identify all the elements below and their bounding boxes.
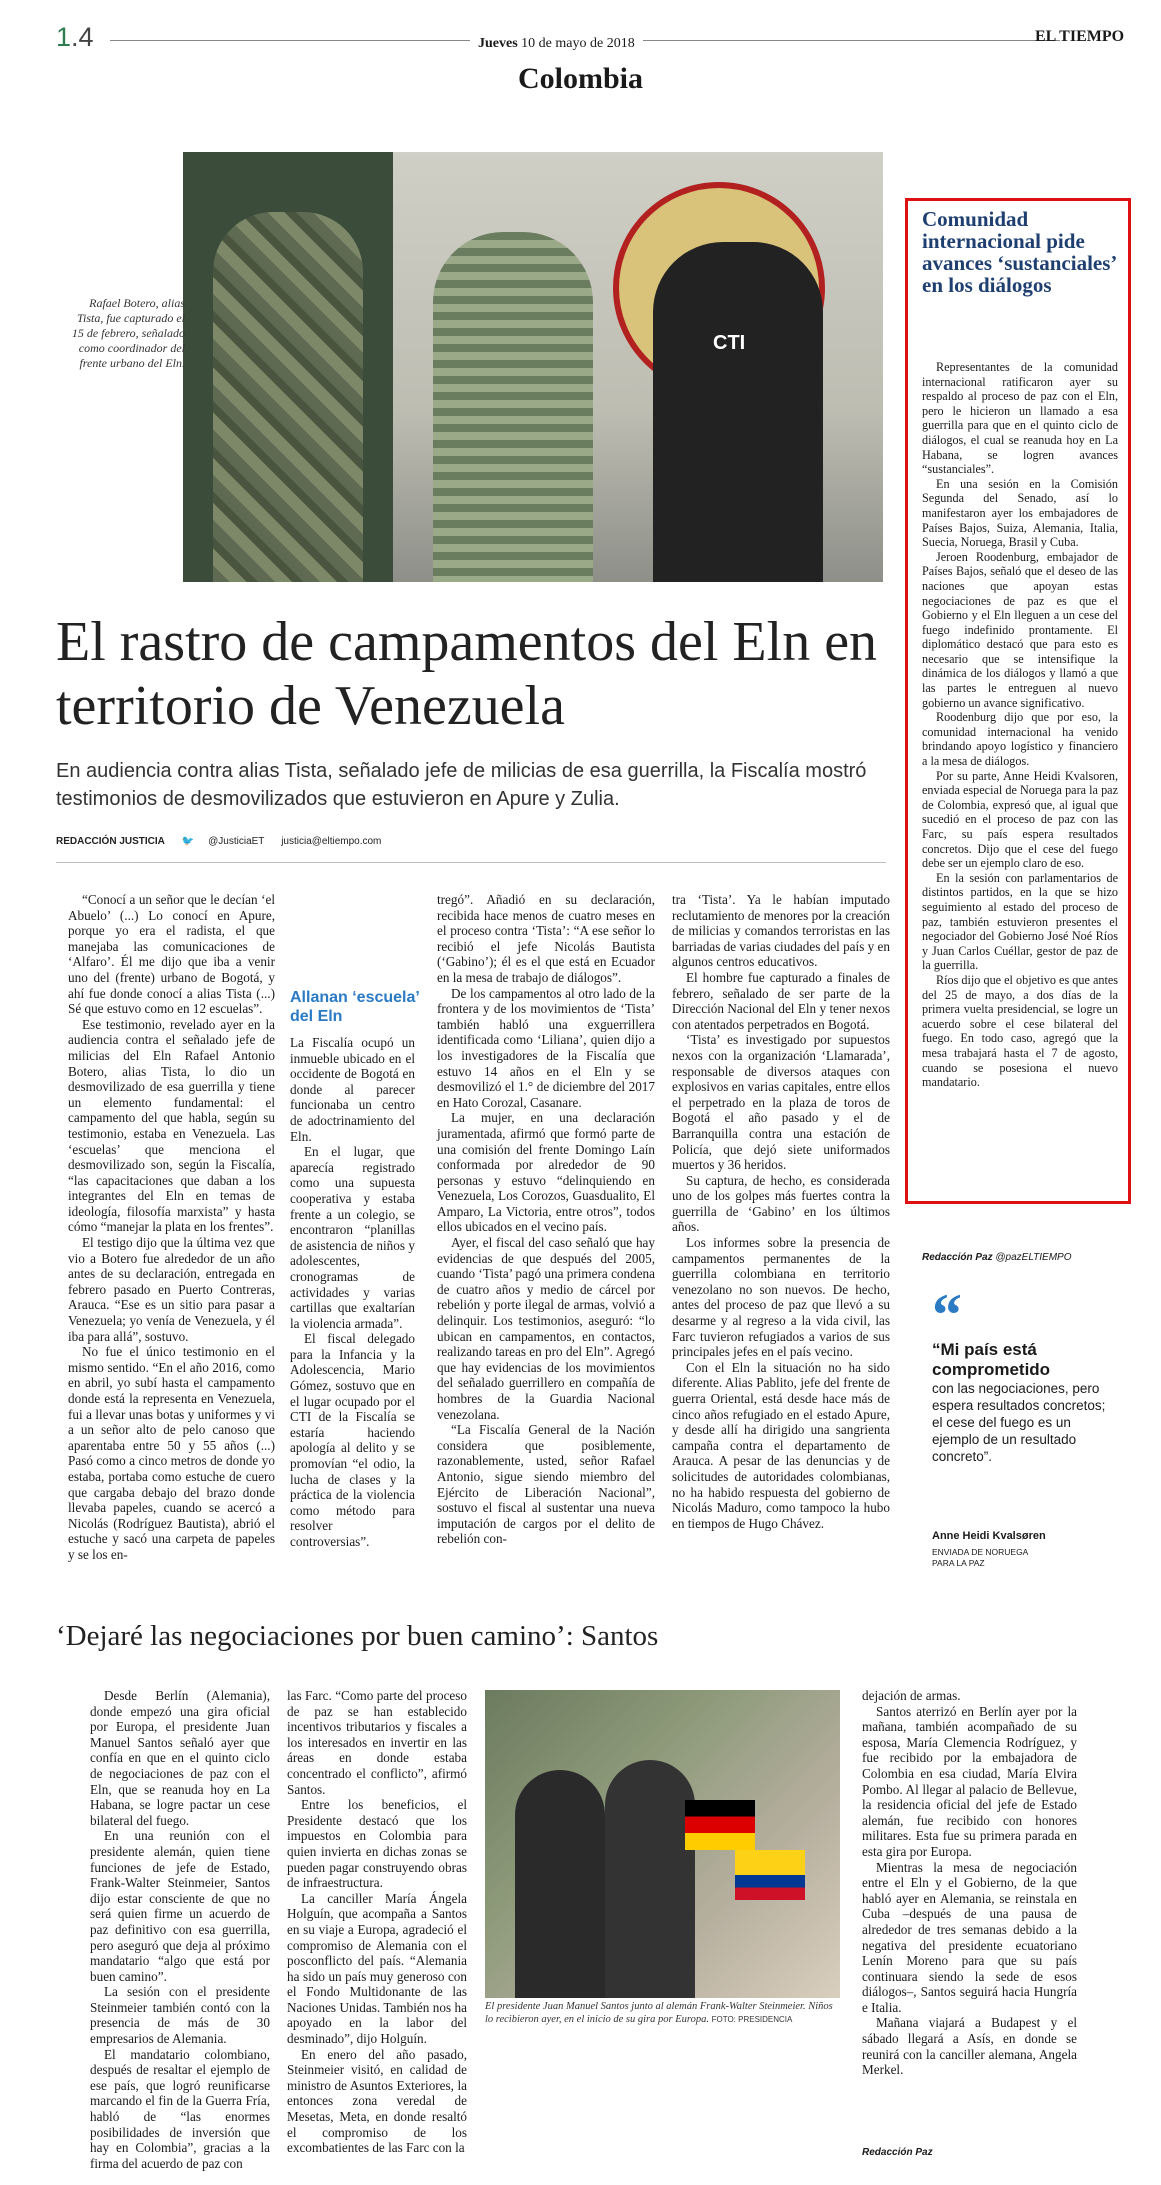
- section-title: Colombia: [517, 62, 643, 95]
- second-column-1: [90, 1688, 270, 2171]
- second-photo-caption-text: El presidente Juan Manuel Santos junto al alemán Frank-Walter Steinmeier. Niños lo recibieron ayer, en el inicio de su gira por Europa.: [485, 2001, 833, 2025]
- article-column-3: [437, 892, 655, 1547]
- paragraph: tra ‘Tista’. Ya le habían imputado reclutamiento de menores por la creación de milicias y comandos terroristas en las barriadas de varias ciudades del país y en algunos centros educativos.: [672, 892, 890, 970]
- sidebar-title: Allanan ‘escuela’ del Eln: [290, 989, 419, 1025]
- byline-twitter: @JusticiaET: [208, 836, 265, 847]
- article-headline: El rastro de campamentos del Eln en territorio de Venezuela: [56, 611, 878, 737]
- colombian-flag: [735, 1850, 805, 1900]
- byline-rule: [56, 862, 886, 863]
- paragraph: las Farc. “Como parte del proceso de paz se han establecido incentivos tributarios y fiscales a los interesados en invertir en las áreas en donde estaba concentrado el conflicto”, afirmó Santos.: [287, 1688, 467, 1797]
- box-text: [922, 360, 1118, 1090]
- paragraph: “La Fiscalía General de la Nación considera que posiblemente, razonablemente, usted, señor Rafael Antonio, sigue siendo miembro del Ejército de Liberación Nacional”, sostuvo el fiscal al sustentar una nueva imputación de cargos por el delito de rebelión con-: [437, 1422, 655, 1547]
- page-number: [56, 22, 94, 53]
- box-title: Comunidad internacional pide avances ‘sustanciales’ en los diálogos: [922, 207, 1116, 297]
- paragraph: Con el Eln la situación no ha sido diferente. Alias Pablito, jefe del frente de guerra Oriental, está desde hace más de cinco años refugiado en el estado Apure, y desde allí ha dirigido una sangrienta campaña contra el departamento de Arauca. A pesar de las denuncias y de solicitudes de autoridades colombianas, no ha habido respuesta del gobierno de Nicolás Maduro, como tampoco la hubo en tiempos de Hugo Chávez.: [672, 1359, 890, 1531]
- paragraph: Representantes de la comunidad internacional ratificaron ayer su respaldo al proceso de paz con el Eln, pero le hicieron un llamado a esa guerrilla para que en el quinto ciclo de diálogos, el cual se reanuda hoy en La Habana, se logren avances “sustanciales”.: [922, 360, 1118, 477]
- paragraph: De los campamentos al otro lado de la frontera y de los movimientos de ‘Tista’ también habló una exguerrillera identificada como ‘Liliana’, quien dijo a los investigadores de la Fiscalía que estuvo 14 años en el Eln y se desmovilizó el 1.° de diciembre del 2017 en Hato Corozal, Casanare.: [437, 985, 655, 1110]
- photo-person: [605, 1760, 695, 1998]
- second-column-4: [862, 1688, 1077, 2078]
- paragraph: Los informes sobre la presencia de campamentos permanentes de la guerrilla colombiana en territorio venezolano no son nuevos. De hecho, antes del proceso de paz que llevó a su desarme y al regreso a la vida civil, las Farc tuvieron refugiados a varios de sus principales jefes en el país vecino.: [672, 1235, 890, 1360]
- paragraph: “Conocí a un señor que le decían ‘el Abuelo’ (...) Lo conocí en Apure, porque yo era el radista, el que manejaba las comunicaciones de ‘Alfaro’. Él me dijo que iba a venir uno del (frente) urbano de Bogotá, y ahí fue donde conocí a alias Tista (...) Sé que estuvo como en 12 escuelas”.: [68, 892, 275, 1017]
- paragraph: Por su parte, Anne Heidi Kvalsoren, enviada especial de Noruega para la paz de Colombia, expresó que, al igual que sucedió en el proceso de paz con las Farc, su país espera resultados concretos. Dijo que el cese del fuego debe ser un ejemplo claro de eso.: [922, 768, 1118, 871]
- article-column-1: [68, 892, 275, 1563]
- photo-person: [515, 1770, 605, 1998]
- paragraph: El hombre fue capturado a finales de febrero, señalado de ser parte de la Dirección Nacional del Eln y tener nexos con atentados perpetrados en Bogotá.: [672, 969, 890, 1032]
- german-flag: [685, 1800, 755, 1850]
- paragraph: Ese testimonio, revelado ayer en la audiencia contra el señalado jefe de milicias del Eln Rafael Antonio Botero, alias Tista, lo dio un desmovilizado de esa guerrilla y tiene un elemento fundamental: el campamento del que habla, según su testimonio, estaba en Venezuela. Las ‘escuelas’ que menciona el desmovilizado son, según la Fiscalía, “las capacitaciones que daban a los integrantes del Eln en temas de ideología, filosofía marxista” y hasta cómo “manejar la plata en los frentes”.: [68, 1016, 275, 1235]
- photo-soldier: [213, 212, 363, 582]
- quote-author: Anne Heidi Kvalsøren: [932, 1530, 1046, 1542]
- paragraph: En la sesión con parlamentarios de distintos partidos, en la que se hizo seguimiento al estado del proceso de paz, también estuvieron presentes el negociador del Gobierno José Noé Ríos y Juan Carlos Cuéllar, gestor de paz de la guerrilla.: [922, 870, 1118, 973]
- byline: [56, 836, 395, 847]
- paragraph: En enero del año pasado, Steinmeier visitó, en calidad de ministro de Asuntos Exteriores, la entonces zona veredal de Mesetas, Meta, en donde resaltó el compromiso de los excombatientes de las Farc con la: [287, 2046, 467, 2156]
- paragraph: ‘Tista’ es investigado por supuestos nexos con la organización ‘Llamarada’, responsable de diversos ataques con explosivos en varias capitales, entre ellos el perpetrado en la plaza de toros de Bogotá el año pasado y el de Barranquilla contra una estación de Policía, que dejó siete uniformados muertos y 36 heridos.: [672, 1032, 890, 1173]
- paragraph: Su captura, de hecho, es considerada uno de los golpes más fuertes contra la guerrilla de ‘Gabino’ en los últimos años.: [672, 1172, 890, 1235]
- photo-detainee: [433, 232, 593, 582]
- paragraph: En el lugar, que aparecía registrado como una supuesta cooperativa y estaba frente a un colegio, se encontraron “planillas de asistencia de niños y adolescentes, cronogramas de actividades y varias cartillas que exaltarían la violencia armada”.: [290, 1144, 415, 1331]
- second-column-2: [287, 1688, 467, 2156]
- paragraph: tregó”. Añadió en su declaración, recibida hace menos de cuatro meses en el proceso contra ‘Tista’: “A ese señor lo recibió el jefe Nicolás Bautista (‘Gabino’); él es el que está en Ecuador en la mesa de trabajo de diálogos”.: [437, 892, 655, 985]
- paragraph: La canciller María Ángela Holguín, que acompaña a Santos en su viaje a Europa, agradeció el compromiso de Alemania con el posconflicto del país. “Alemania ha sido un país muy generoso con el Fondo Multidonante de las Naciones Unidas. También nos ha apoyado en la labor del desminado”, dijo Holguín.: [287, 1890, 467, 2047]
- paragraph: dejación de armas.: [862, 1688, 961, 1703]
- pull-quote: [932, 1340, 1112, 1465]
- paragraph: Ríos dijo que el objetivo es que antes del 25 de mayo, a dos días de la primera vuelta presidencial, se logre un acuerdo sobre el cese bilateral del fuego. En todo caso, agregó que la mesa trabajará hasta el 7 de agosto, cuando se posesiona el nuevo mandatario.: [922, 972, 1118, 1090]
- paragraph: La sesión con el presidente Steinmeier también contó con la presencia de más de 30 empresarios de Alemania.: [90, 1984, 270, 2047]
- paragraph: Ayer, el fiscal del caso señaló que hay evidencias de que después del 2005, cuando ‘Tista’ pagó una primera condena de cuatro años y medio de cárcel por rebelión y porte ilegal de armas, volvió a delinquir. Los testimonios, aseguró: “lo ubican en campamentos, en contactos, realizando tareas en pro del Eln”. Agregó que hay evidencias de los movimientos del señalado guerrillero en compañía de hombres de la Guardia Nacional venezolana.: [437, 1235, 655, 1422]
- paragraph: En una sesión en la Comisión Segunda del Senado, así lo manifestaron ayer los embajadores de Países Bajos, Suiza, Alemania, Italia, Suecia, Noruega, Brasil y Cuba.: [922, 476, 1118, 550]
- article-deck: En audiencia contra alias Tista, señalado jefe de milicias de esa guerrilla, la Fiscalía mostró testimonios de desmovilizados que estuvieron en Apure y Zulia.: [56, 760, 867, 810]
- newspaper-brand: EL TIEMPO: [1035, 28, 1125, 45]
- paragraph: El testigo dijo que la última vez que vio a Botero fue alrededor de un año antes de su declaración, entregada en febrero pasado en Puerto Contreras, Arauca. “Ese es un sitio para pasar a Venezuela; yo venía de Venezuela, y él iba para allá”, sostuvo.: [68, 1235, 275, 1344]
- page-number-prefix: 1: [56, 22, 72, 52]
- page-number-suffix: .4: [71, 22, 94, 52]
- paragraph: En una reunión con el presidente alemán, quien tiene funciones de jefe de Estado, Frank-Walter Steinmeier, Santos dijo estar consciente de que no será quien firme un acuerdo de paz definitivo con esa guerrilla, pero aseguró que deja al próximo mandatario “algo que está por buen camino”.: [90, 1828, 270, 1984]
- pull-quote-rest: con las negociaciones, pero espera resultados concretos; el cese del fuego es un ejemplo de un resultado concreto”.: [932, 1381, 1106, 1464]
- byline-email: justicia@eltiempo.com: [281, 836, 382, 847]
- paragraph: Entre los beneficios, el Presidente destacó que los impuestos en Colombia para quien invierta en dichas zonas se pueden pagar construyendo obras de infraestructura.: [287, 1797, 467, 1891]
- quote-icon: “: [932, 1282, 962, 1348]
- paragraph: Roodenburg dijo que por eso, la comunidad internacional ha venido brindando apoyo logístico y financiero a la mesa de diálogos.: [922, 710, 1118, 769]
- paragraph: La mujer, en una declaración juramentada, afirmó que formó parte de una comisión del frente Domingo Laín conformada por alrededor de 90 personas y estuvo “delinquiendo en Venezuela, Los Corozos, Guasdualito, El Amparo, La Victoria, entre otros”, todos ellos ubicados en el vecino país.: [437, 1110, 655, 1235]
- box-signature: [922, 1252, 1071, 1263]
- photo-agent: [653, 242, 823, 582]
- box-signature-handle: @pazELTIEMPO: [995, 1252, 1072, 1263]
- second-signature: Redacción Paz: [862, 2147, 933, 2158]
- pull-quote-lead: “Mi país está comprometido: [932, 1340, 1051, 1379]
- paragraph: Santos aterrizó en Berlín ayer por la mañana, también acompañado de su esposa, María Clemencia Rodríguez, y fue recibido por la embajadora de Colombia en esa ciudad, María Elvira Pombo. Al llegar al palacio de Bellevue, la residencia oficial del jefe de Estado alemán, fue recibido con honores militares. Esta fue su primera parada en esta gira por Europa.: [862, 1703, 1077, 1859]
- paragraph: El mandatario colombiano, después de resaltar el ejemplo de ese país, que logró reunificarse marcando el fin de la Guerra Fría, habló de “las enormes posibilidades de inversión que hay en Colombia”, gracias a la firma del acuerdo de paz con: [90, 2046, 270, 2171]
- main-photo: [183, 152, 883, 582]
- paragraph: Mañana viajará a Budapest y el sábado llegará a Asís, en donde se reunirá con la canciller alemana, Angela Merkel.: [862, 2015, 1077, 2078]
- paragraph: No fue el único testimonio en el mismo sentido. “En el año 2016, como en abril, yo subí hasta el campamento donde está la representa en Venezuela, fui a llevar unas botas y uniformes y vi a un señor alto de pelo canoso que aparentaba entre 50 y 55 años (...) Pasó como a cinco metros de donde yo estaba, portaba como estuche de cuero que cargaba debajo del brazo donde llevaba papeles, cuando se acercó a Nicolás (Rodríguez Bautista), abrió el estuche y sacó una carpeta de papeles y se los en-: [68, 1344, 275, 1562]
- issue-date: [470, 36, 643, 52]
- paragraph: Desde Berlín (Alemania), donde empezó una gira oficial por Europa, el presidente Juan Manuel Santos señaló ayer que confía en que en el quinto ciclo de negociaciones de paz con el Eln, que se reanuda hoy en La Habana, se logre pactar un cese bilateral del fuego.: [90, 1688, 270, 1828]
- quote-role: ENVIADA DE NORUEGA PARA LA PAZ: [932, 1547, 1028, 1568]
- issue-date-rest: 10 de mayo de 2018: [517, 36, 635, 51]
- paragraph: Mientras la mesa de negociación entre el Eln y el Gobierno, de la que habló ayer en Alemania, se reinstala en Cuba –después de una pausa de alrededor de tres semanas debido a la negativa del presidente ecuatoriano Lenín Moreno para que su país continuara siendo la sede de esos diálogos–, Santos seguirá hacia Hungría e Italia.: [862, 1859, 1077, 2015]
- photo-caption: Rafael Botero, alias Tista, fue capturado el 15 de febrero, señalado como coordinador del frente urbano del Eln.: [71, 296, 185, 370]
- sidebar-text: [290, 1035, 415, 1550]
- second-headline: ‘Dejaré las negociaciones por buen camino’: Santos: [56, 1620, 659, 1652]
- paragraph: Jeroen Roodenburg, embajador de Países Bajos, señaló que el deseo de las naciones que apoyan estas negociaciones de paz es que el Gobierno y el Eln lleguen a un cese del fuego indefinido prontamente. El diplomático destacó que para esto es necesario que se intensifique la dinámica de los diálogos y llamó a que las partes le entreguen al nuevo gobierno un avance significativo.: [922, 549, 1118, 710]
- byline-author: REDACCIÓN JUSTICIA: [56, 836, 165, 847]
- paragraph: La Fiscalía ocupó un inmueble ubicado en el occidente de Bogotá en donde al parecer funcionaba un centro de adoctrinamiento del Eln.: [290, 1035, 415, 1144]
- paragraph: El fiscal delegado para la Infancia y la Adolescencia, Mario Gómez, sostuvo que en el lugar ocupado por el CTI de la Fiscalía se estaría haciendo apología al delito y se promovían “el odio, la lucha de clases y la práctica de la violencia como método para resolver controversias”.: [290, 1331, 415, 1549]
- issue-day: Jueves: [478, 36, 518, 51]
- article-column-4: [672, 892, 890, 1531]
- photo-credit: FOTO: PRESIDENCIA: [711, 2014, 793, 2024]
- second-photo: [485, 1690, 840, 1998]
- twitter-icon: 🐦: [181, 836, 195, 847]
- box-signature-author: Redacción Paz: [922, 1252, 993, 1263]
- photo-badge: CTI: [713, 332, 746, 354]
- second-photo-caption: [485, 2001, 840, 2026]
